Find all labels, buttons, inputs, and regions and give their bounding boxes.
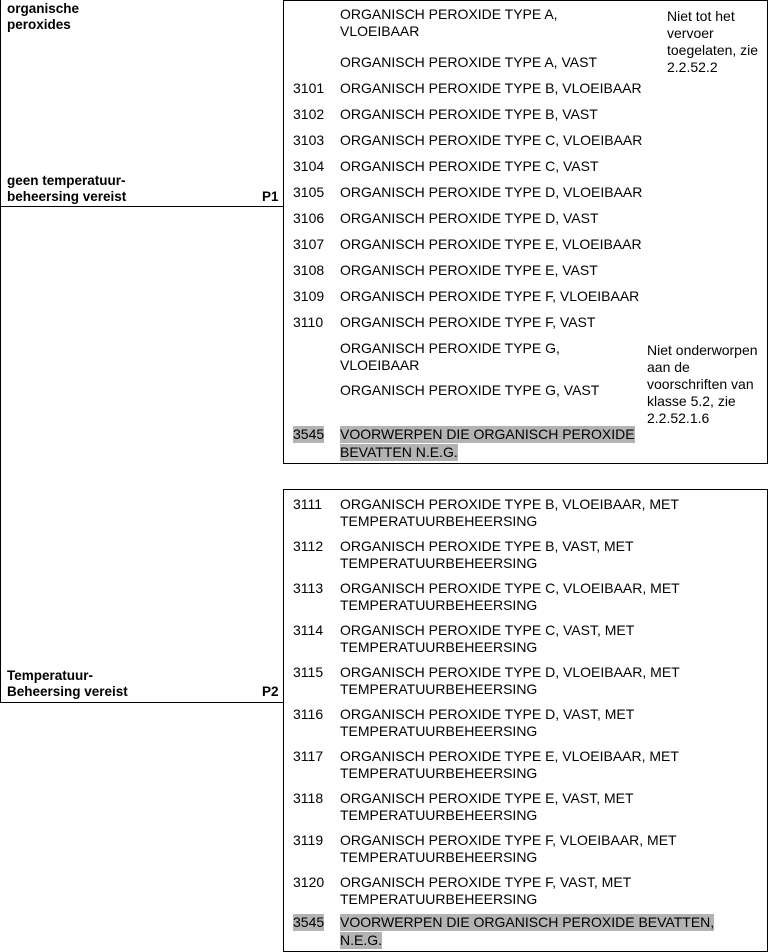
substance-name: ORGANISCH PEROXIDE TYPE E, VAST, MET TEMPERATUURBEHEERSING bbox=[340, 790, 634, 823]
substance-name: ORGANISCH PEROXIDE TYPE F, VAST, MET TEMPERATUURBEHEERSING bbox=[340, 874, 632, 907]
un-number: 3120 bbox=[293, 874, 325, 890]
un-number: 3103 bbox=[293, 132, 325, 148]
substance-name: ORGANISCH PEROXIDE TYPE F, VAST bbox=[340, 314, 596, 330]
substance-name: ORGANISCH PEROXIDE TYPE D, VAST bbox=[340, 210, 599, 226]
un-number: 3102 bbox=[293, 106, 325, 122]
un-number: 3106 bbox=[293, 210, 325, 226]
substance-name: ORGANISCH PEROXIDE TYPE E, VLOEIBAAR, MET TEMPERATUURBEHEERSING bbox=[340, 748, 679, 781]
p2-code: P2 bbox=[262, 684, 279, 699]
un-number: 3119 bbox=[293, 832, 324, 848]
un-number: 3105 bbox=[293, 184, 325, 200]
substance-name: ORGANISCH PEROXIDE TYPE E, VAST bbox=[340, 262, 598, 278]
note-type-a: Niet tot het vervoer toegelaten, zie 2.2.52.2 bbox=[667, 8, 759, 75]
substance-name: ORGANISCH PEROXIDE TYPE F, VLOEIBAAR, MET TEMPERATUURBEHEERSING bbox=[340, 832, 677, 865]
un-number: 3109 bbox=[293, 288, 325, 304]
substance-name: ORGANISCH PEROXIDE TYPE C, VAST bbox=[340, 158, 599, 174]
substance-name: ORGANISCH PEROXIDE TYPE G, VLOEIBAAR bbox=[340, 340, 560, 373]
substance-name: ORGANISCH PEROXIDE TYPE B, VAST bbox=[340, 106, 598, 122]
note-type-g: Niet onderworpen aan de voorschriften van klasse 5.2, zie 2.2.52.1.6 bbox=[647, 342, 758, 426]
un-number: 3118 bbox=[293, 790, 324, 806]
substance-name: VOORWERPEN DIE ORGANISCH PEROXIDE BEVATTEN, N.E.G. bbox=[340, 914, 715, 948]
substance-name: ORGANISCH PEROXIDE TYPE G, VAST bbox=[340, 382, 600, 398]
substance-name: ORGANISCH PEROXIDE TYPE C, VAST, MET TEMPERATUURBEHEERSING bbox=[340, 622, 635, 655]
p2-label: Temperatuur- Beheersing vereist bbox=[7, 668, 128, 699]
un-number: 3545 bbox=[293, 426, 325, 442]
un-number: 3111 bbox=[293, 496, 323, 512]
substance-name: VOORWERPEN DIE ORGANISCH PEROXIDE BEVATTEN N.E.G. bbox=[340, 426, 635, 460]
substance-name: ORGANISCH PEROXIDE TYPE D, VLOEIBAAR bbox=[340, 184, 643, 200]
un-number: 3107 bbox=[293, 236, 325, 252]
substance-name: ORGANISCH PEROXIDE TYPE D, VAST, MET TEMPERATUURBEHEERSING bbox=[340, 706, 635, 739]
un-number: 3110 bbox=[293, 314, 324, 330]
un-number: 3104 bbox=[293, 158, 325, 174]
un-number: 3115 bbox=[293, 664, 324, 680]
p2-branch-line bbox=[0, 702, 283, 703]
un-number: 3117 bbox=[293, 748, 324, 764]
substance-name: ORGANISCH PEROXIDE TYPE A, VLOEIBAAR bbox=[340, 6, 558, 39]
substance-name: ORGANISCH PEROXIDE TYPE C, VLOEIBAAR, MET TEMPERATUURBEHEERSING bbox=[340, 580, 680, 613]
substance-name: ORGANISCH PEROXIDE TYPE D, VLOEIBAAR, MET TEMPERATUURBEHEERSING bbox=[340, 664, 680, 697]
p1-code: P1 bbox=[262, 189, 279, 204]
un-number: 3108 bbox=[293, 262, 325, 278]
substance-name: ORGANISCH PEROXIDE TYPE F, VLOEIBAAR bbox=[340, 288, 640, 304]
substance-name: ORGANISCH PEROXIDE TYPE C, VLOEIBAAR bbox=[340, 132, 643, 148]
substance-name: ORGANISCH PEROXIDE TYPE A, VAST bbox=[340, 54, 597, 70]
substance-name: ORGANISCH PEROXIDE TYPE B, VLOEIBAAR, MET TEMPERATUURBEHEERSING bbox=[340, 496, 679, 529]
un-number: 3101 bbox=[293, 80, 325, 96]
un-number: 3112 bbox=[293, 538, 324, 554]
un-number: 3113 bbox=[293, 580, 324, 596]
tree-trunk-line bbox=[0, 0, 1, 703]
substance-name: ORGANISCH PEROXIDE TYPE E, VLOEIBAAR bbox=[340, 236, 642, 252]
un-number: 3114 bbox=[293, 622, 324, 638]
p1-branch-line bbox=[0, 206, 283, 207]
un-number: 3545 bbox=[293, 914, 325, 930]
un-number: 3116 bbox=[293, 706, 324, 722]
substance-name: ORGANISCH PEROXIDE TYPE B, VLOEIBAAR bbox=[340, 80, 642, 96]
p1-label: geen temperatuur- beheersing vereist bbox=[7, 173, 127, 204]
substance-name: ORGANISCH PEROXIDE TYPE B, VAST, MET TEMPERATUURBEHEERSING bbox=[340, 538, 634, 571]
root-label: organische peroxides bbox=[7, 1, 80, 32]
